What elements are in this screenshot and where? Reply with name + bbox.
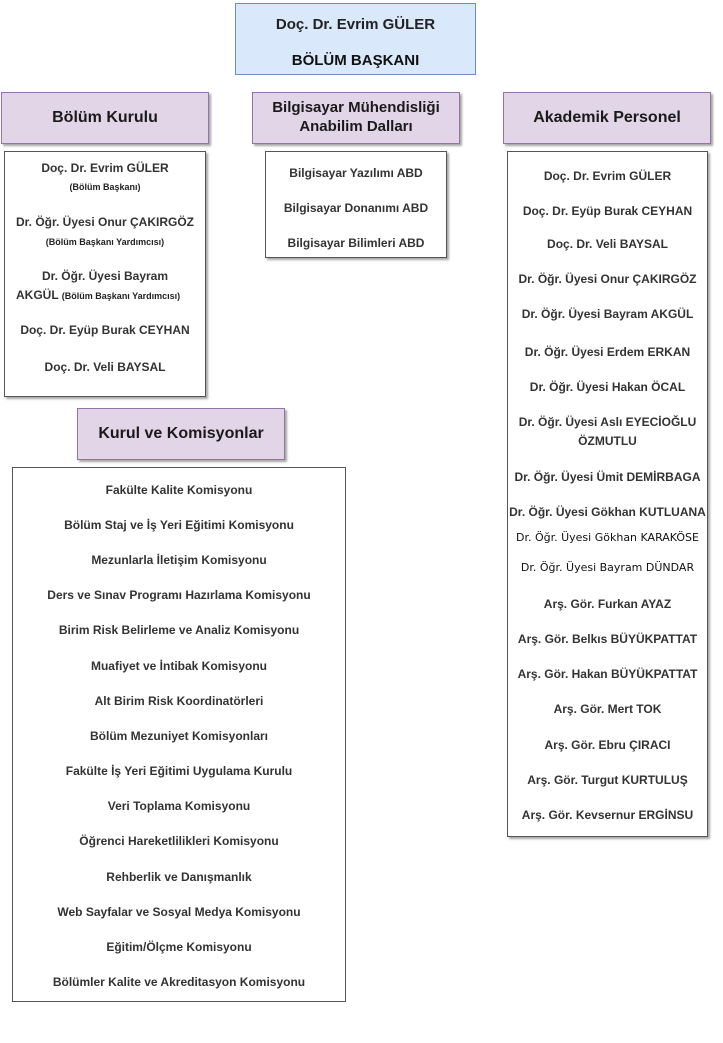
anabilim-title-line1: Bilgisayar Mühendisliği: [272, 99, 440, 117]
kurul-list: [12, 467, 346, 1002]
list-item: Dr. Öğr. Üyesi Bayram DÜNDAR: [520, 561, 695, 574]
list-item: Doç. Dr. Veli BAYSAL: [44, 360, 166, 374]
list-item: Arş. Gör. Belkıs BÜYÜKPATTAT: [517, 632, 698, 646]
list-item-role: (Bölüm Başkanı): [69, 182, 141, 192]
list-item: Doç. Dr. Eyüp Burak CEYHAN: [522, 204, 693, 218]
list-item: Mezunlarla İletişim Komisyonu: [91, 553, 267, 567]
list-item: Öğrenci Hareketlilikleri Komisyonu: [79, 834, 279, 848]
list-item: Web Sayfalar ve Sosyal Medya Komisyonu: [57, 905, 301, 919]
list-item-role: (Bölüm Başkanı Yardımcısı): [61, 291, 181, 301]
list-item: Dr. Öğr. Üyesi Gökhan KARAKÖSE: [515, 531, 699, 544]
list-item: Birim Risk Belirleme ve Analiz Komisyonu: [58, 623, 300, 637]
list-item: Dr. Öğr. Üyesi Onur ÇAKIRGÖZ: [15, 215, 195, 229]
list-item: Doç. Dr. Evrim GÜLER: [41, 161, 169, 175]
list-item: Eğitim/Ölçme Komisyonu: [106, 940, 252, 954]
head-box: [235, 3, 476, 75]
list-item: Dr. Öğr. Üyesi Erdem ERKAN: [524, 345, 691, 359]
list-item: Arş. Gör. Turgut KURTULUŞ: [527, 773, 688, 787]
list-item: Fakülte İş Yeri Eğitimi Uygulama Kurulu: [65, 764, 293, 778]
anabilim-list: [265, 151, 447, 258]
list-item: Bölümler Kalite ve Akreditasyon Komisyonu: [52, 975, 306, 989]
list-item: Dr. Öğr. Üyesi Aslı EYECİOĞLU: [518, 415, 697, 429]
list-item: Bilgisayar Yazılımı ABD: [289, 166, 423, 180]
head-name: Doç. Dr. Evrim GÜLER: [275, 16, 436, 33]
list-item: Dr. Öğr. Üyesi Gökhan KUTLUANA: [509, 505, 706, 519]
kurul-title: Kurul ve Komisyonlar: [98, 425, 264, 442]
list-item: Dr. Öğr. Üyesi Onur ÇAKIRGÖZ: [518, 272, 697, 286]
list-item: Doç. Dr. Veli BAYSAL: [547, 237, 668, 251]
bolum-kurulu-title: Bölüm Kurulu: [52, 109, 158, 126]
list-item: Doç. Dr. Eyüp Burak CEYHAN: [20, 323, 190, 337]
list-item: Fakülte Kalite Komisyonu: [105, 483, 253, 497]
list-item: Arş. Gör. Ebru ÇIRACI: [544, 738, 671, 752]
bolum-kurulu-header: [1, 92, 209, 144]
list-item: Dr. Öğr. Üyesi Hakan ÖCAL: [529, 380, 686, 394]
list-item: Doç. Dr. Evrim GÜLER: [543, 169, 672, 183]
akademik-list: [507, 151, 708, 837]
list-item: Bilgisayar Bilimleri ABD: [287, 236, 425, 250]
bolum-kurulu-list: [4, 151, 206, 397]
list-item: Alt Birim Risk Koordinatörleri: [94, 694, 264, 708]
list-item: Ders ve Sınav Programı Hazırlama Komisyonu: [47, 588, 311, 602]
list-item-surname: AKGÜL: [16, 288, 59, 302]
list-item: Arş. Gör. Hakan BÜYÜKPATTAT: [517, 667, 698, 681]
list-item: Veri Toplama Komisyonu: [107, 799, 251, 813]
list-item: Bilgisayar Donanımı ABD: [283, 201, 429, 215]
list-item: Bölüm Mezuniyet Komisyonları: [89, 729, 269, 743]
akademik-title: Akademik Personel: [533, 109, 681, 126]
anabilim-header: [252, 92, 460, 144]
list-item: Muafiyet ve İntibak Komisyonu: [90, 659, 268, 673]
kurul-header: [77, 408, 285, 460]
list-item: Dr. Öğr. Üyesi Bayram: [41, 269, 169, 283]
list-item: Rehberlik ve Danışmanlık: [106, 870, 252, 884]
list-item-line2: ÖZMUTLU: [578, 434, 637, 448]
list-item: Dr. Öğr. Üyesi Bayram AKGÜL: [521, 307, 694, 321]
list-item-role: (Bölüm Başkanı Yardımcısı): [45, 237, 165, 247]
list-item: Arş. Gör. Mert TOK: [553, 702, 662, 716]
list-item: Arş. Gör. Furkan AYAZ: [543, 597, 672, 611]
anabilim-title-line2: Anabilim Dalları: [299, 118, 413, 135]
list-item: Arş. Gör. Kevsernur ERGİNSU: [521, 808, 694, 822]
list-item: Dr. Öğr. Üyesi Ümit DEMİRBAGA: [514, 470, 701, 484]
list-item: Bölüm Staj ve İş Yeri Eğitimi Komisyonu: [64, 518, 294, 532]
head-title: BÖLÜM BAŞKANI: [291, 52, 420, 69]
akademik-header: [503, 92, 711, 144]
list-item-line2: [16, 287, 205, 304]
